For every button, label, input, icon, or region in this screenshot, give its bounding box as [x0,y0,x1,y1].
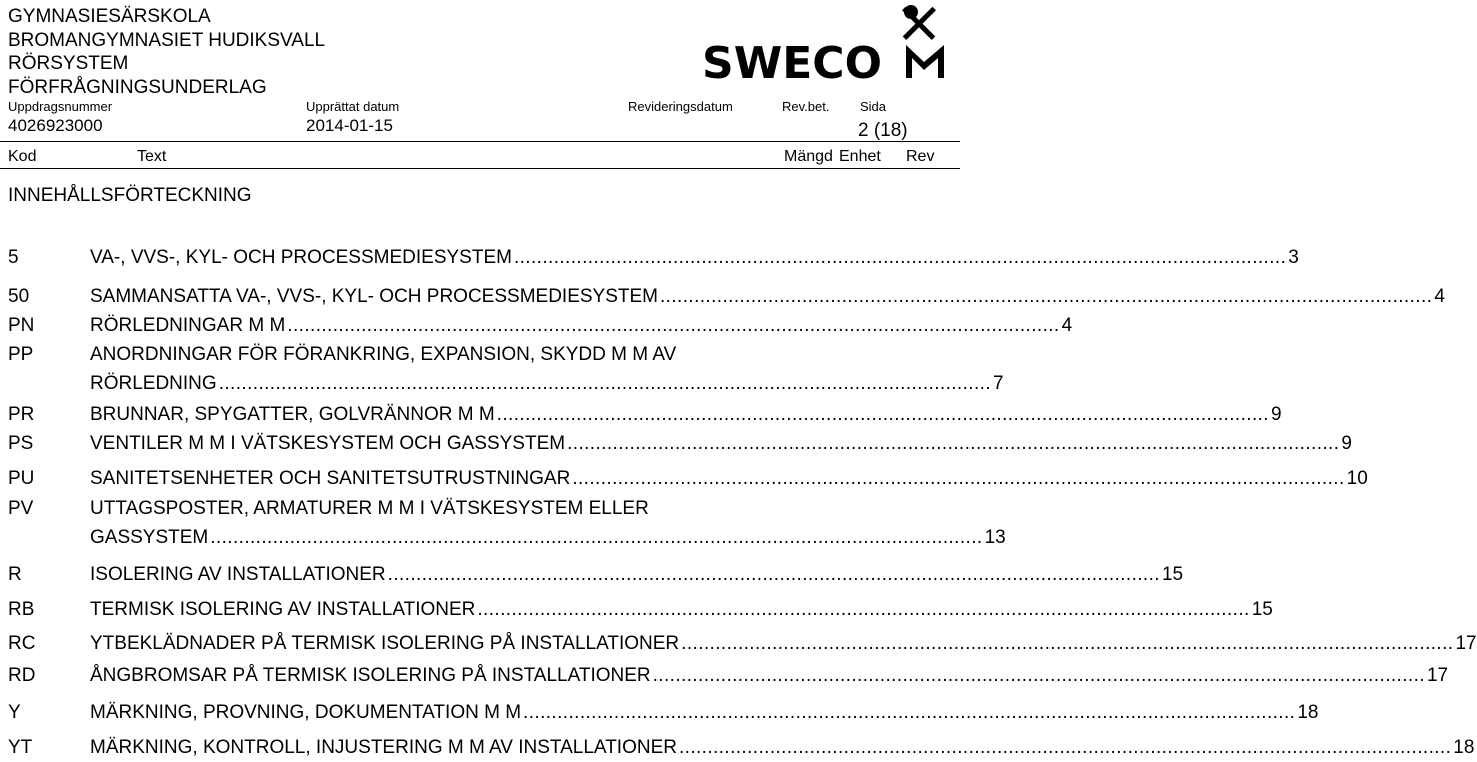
toc-entry-text: UTTAGSPOSTER, ARMATURER M M I VÄTSKESYSTEM ELLER [90,498,649,519]
toc-entry-text: VA-, VVS-, KYL- OCH PROCESSMEDIESYSTEM [90,247,512,268]
toc-entry-code: RC [8,633,36,654]
column-header-kod: Kod [8,148,37,165]
toc-entry-code: PN [8,315,35,336]
toc-entry-text: RÖRLEDNINGAR M M [90,315,286,336]
toc-entry-code: PU [8,468,35,489]
toc-heading: INNEHÅLLSFÖRTECKNING [8,185,252,206]
toc-entry-code: R [8,564,22,585]
toc-entry-page: 13 [984,527,1006,548]
toc-leader-dots: ........................................................................................................................................ [678,737,1452,758]
value-sida: 2 (18) [858,120,908,141]
column-header-mangd: Mängd [784,148,833,165]
toc-entry-page: 9 [1341,433,1352,454]
sweco-logo [700,2,955,92]
toc-entry-code: RD [8,665,36,686]
toc-entry-page: 4 [1434,286,1445,307]
toc-entry-page: 17 [1455,633,1477,654]
label-sida: Sida [860,99,887,114]
column-header-enhet: Enhet [839,148,881,165]
toc-entry-text: ISOLERING AV INSTALLATIONER [90,564,386,585]
toc-leader-dots: ........................................................................................................................................ [218,373,992,394]
toc-entry-code: YT [8,737,33,758]
toc-entry-text: ÅNGBROMSAR PÅ TERMISK ISOLERING PÅ INSTALLATIONER [90,665,651,686]
project-title-document-type: FÖRFRÅGNINGSUNDERLAG [8,77,267,98]
toc-entry-code: PS [8,433,34,454]
label-upprattat-datum: Upprättat datum [306,99,400,114]
toc-entry-page: 15 [1161,564,1184,585]
column-header-rev: Rev [906,148,935,165]
toc-entry-page: 4 [1061,315,1073,336]
toc-leader-dots: ........................................................................................................................................ [387,564,1160,585]
toc-entry-page: 10 [1346,468,1368,489]
toc-leader-dots: ........................................................................................................................................ [210,527,983,548]
toc-entry-page: 15 [1251,599,1273,620]
toc-entry-page: 3 [1288,247,1299,268]
toc-entry-page: 9 [1271,404,1282,425]
toc-entry-page: 18 [1297,702,1319,723]
label-revideringsdatum: Revideringsdatum [628,99,733,114]
project-title-site: BROMANGYMNASIET HUDIKSVALL [8,30,326,51]
toc-entry-code: Y [8,702,21,723]
toc-entry-code: 50 [8,286,30,307]
toc-entry-code: PR [8,404,35,425]
sweco-logo-text: SWECO [702,38,882,89]
toc-entry-text: BRUNNAR, SPYGATTER, GOLVRÄNNOR M M [90,404,495,425]
toc-entry-code: RB [8,599,35,620]
label-uppdragsnummer: Uppdragsnummer [8,99,113,114]
toc-entry-code: PP [8,344,34,365]
toc-leader-dots: ........................................................................................................................................ [660,286,1433,307]
toc-leader-dots: ........................................................................................................................................ [496,404,1269,425]
project-title-system: RÖRSYSTEM [8,53,129,74]
toc-entry-text: YTBEKLÄDNADER PÅ TERMISK ISOLERING PÅ INSTALLATIONER [90,633,680,654]
header-rule-top [0,141,960,142]
sweco-logo-icon [902,5,944,78]
toc-entry-page: 17 [1426,665,1449,686]
toc-leader-dots: ........................................................................................................................................ [523,702,1296,723]
toc-entry-code: PV [8,498,34,519]
toc-entry-text: MÄRKNING, KONTROLL, INJUSTERING M M AV INSTALLATIONER [90,737,677,758]
toc-entry-text: MÄRKNING, PROVNING, DOKUMENTATION M M [90,702,522,723]
toc-entry-text-continued: GASSYSTEM [90,527,209,548]
header-rule-bottom [0,168,960,169]
toc-entry-text: TERMISK ISOLERING AV INSTALLATIONER [90,599,476,620]
toc-leader-dots: ........................................................................................................................................ [652,665,1425,686]
toc-entry-text-continued: RÖRLEDNING [90,373,217,394]
project-title-school: GYMNASIESÄRSKOLA [8,6,211,27]
toc-entry-page: 18 [1453,737,1475,758]
toc-leader-dots: ........................................................................................................................................ [287,315,1060,336]
toc-leader-dots: ........................................................................................................................................ [477,599,1250,620]
column-header-text: Text [137,148,167,165]
toc-entry-code: 5 [8,247,19,268]
value-uppdragsnummer: 4026923000 [8,116,103,135]
toc-entry-page: 7 [993,373,1004,394]
label-revbet: Rev.bet. [782,99,830,114]
toc-entry-text: SANITETSENHETER OCH SANITETSUTRUSTNINGAR [90,468,571,489]
toc-entry-text: ANORDNINGAR FÖR FÖRANKRING, EXPANSION, SKYDD M M AV [90,344,677,365]
toc-entry-text: VENTILER M M I VÄTSKESYSTEM OCH GASSYSTEM [90,433,566,454]
toc-leader-dots: ........................................................................................................................................ [567,433,1340,454]
toc-leader-dots: ........................................................................................................................................ [513,247,1287,268]
value-upprattat-datum: 2014-01-15 [306,116,393,135]
toc-leader-dots: ........................................................................................................................................ [681,633,1454,654]
toc-leader-dots: ........................................................................................................................................ [572,468,1345,489]
toc-entry-text: SAMMANSATTA VA-, VVS-, KYL- OCH PROCESSMEDIESYSTEM [90,286,658,307]
